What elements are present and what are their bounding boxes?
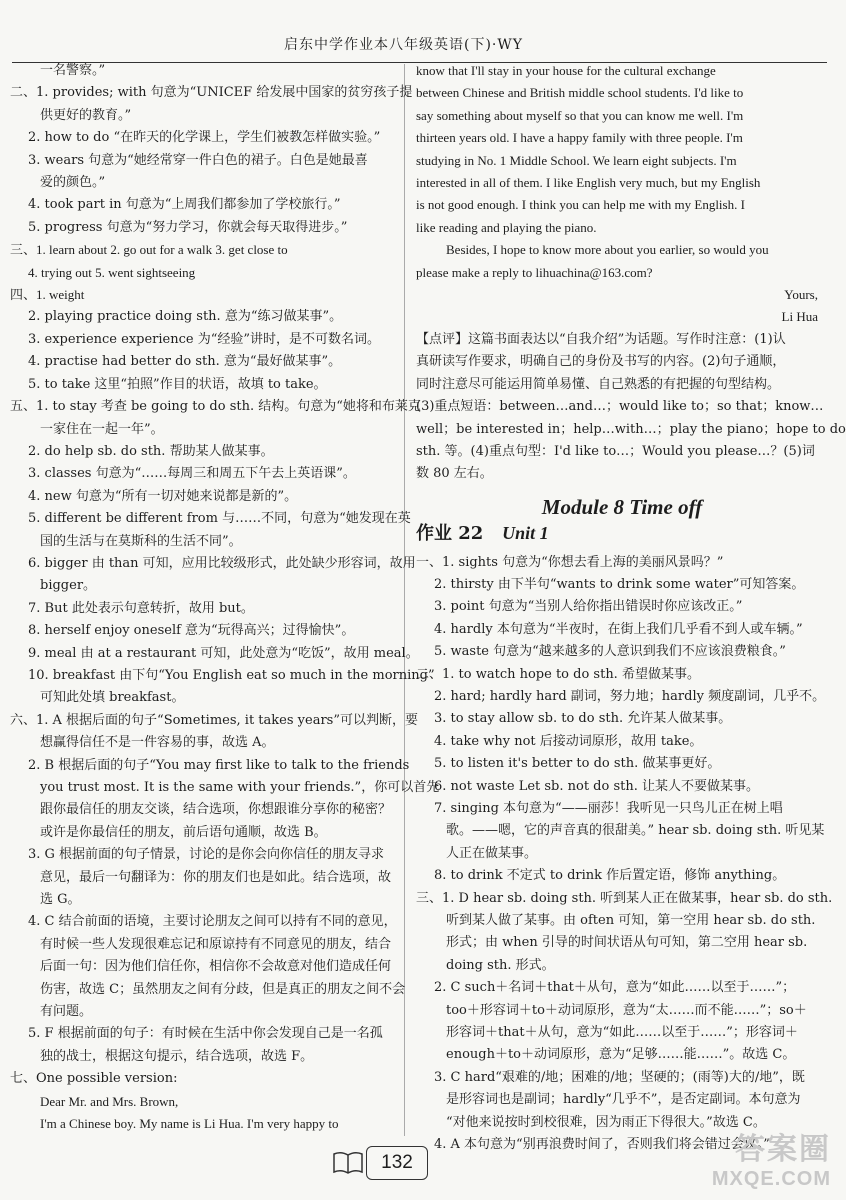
text-line: 可知此处填 breakfast。: [40, 690, 185, 706]
text-line: 二、1. provides; with 句意为“UNICEF 给发展中国家的贫穷孩子提: [10, 85, 413, 101]
answer-line: 4. take why not 后接动词原形，故用 take。: [434, 733, 703, 749]
answer-line: 4. A 本句意为“别再浪费时间了，否则我们将会错过会议。”: [434, 1137, 770, 1153]
answer-line: 听到某人做了某事。由 often 可知，第一空用 hear sb. do sth.: [446, 913, 816, 929]
text-line: 意见，最后一句翻译为：你的朋友们也是如此。结合选项，故: [40, 869, 392, 885]
text-line: 国的生活与在莫斯科的生活不同”。: [40, 533, 242, 549]
answer-line: 7. singing 本句意为“——丽莎！我听见一只鸟儿正在树上唱: [434, 801, 783, 816]
text-line: 5. to take 这里“拍照”作目的状语，故填 to take。: [28, 376, 327, 392]
essay-line: say something about myself so that you can know me well. I'm: [416, 107, 744, 123]
text-line: 2. how to do “在昨天的化学课上，学生们被教怎样做实验。”: [28, 130, 381, 146]
text-line: 5. progress 句意为“努力学习，你就会每天取得进步。”: [28, 219, 348, 235]
text-line: 3. classes 句意为“……每周三和周五下午去上英语课”。: [28, 466, 356, 482]
comment-line: 同时注意尽可能运用简单易懂、自己熟悉的有把握的句型结构。: [416, 376, 781, 392]
text-line: 四、1. weight: [10, 287, 85, 303]
answer-line: 2. thirsty 由下半句“wants to drink some water”可知答案。: [434, 576, 805, 592]
essay-line: please make a reply to lihuachina@163.com?: [416, 264, 653, 280]
text-line: 跟你最信任的朋友交谈，结合选项，你想跟谁分享你的秘密？: [40, 802, 392, 818]
unit-title: [416, 522, 828, 545]
text-line: 有时候一些人发现很难忘记和原谅持有不同意见的朋友，结合: [40, 936, 392, 952]
essay-line: Besides, I hope to know more about you earlier, so would you: [446, 242, 769, 258]
answer-line: too＋形容词＋to＋动词原形，意为“太……而不能……”；so＋: [446, 1002, 807, 1018]
left-column: [10, 60, 440, 1136]
text-line: 伤害，故选 C；虽然朋友之间有分歧，但是真正的朋友之间不会: [40, 981, 406, 997]
text-line: Dear Mr. and Mrs. Brown,: [40, 1093, 179, 1109]
answer-line: 3. to stay allow sb. to do sth. 允许某人做某事。: [434, 711, 732, 727]
text-line: 4. new 句意为“所有一切对她来说都是新的”。: [28, 488, 298, 504]
answer-line: 歌。——嗯，它的声音真的很甜美。” hear sb. doing sth. 听见某: [446, 823, 825, 839]
unit-prefix: 作业 22: [416, 523, 484, 545]
text-line: 3. G 根据前面的句子情景，讨论的是你会向你信任的朋友寻求: [28, 847, 385, 863]
comment-line: (3)重点短语：between…and…；would like to；so that；know…: [416, 399, 824, 415]
answer-line: 形容词＋that＋从句，意为“如此……以至于……”；形容词＋: [446, 1025, 798, 1041]
text-line: 五、1. to stay 考查 be going to do sth. 结构。句意为“她将和布莱克: [10, 399, 421, 415]
text-line: bigger。: [40, 578, 97, 594]
signoff-yours: Yours,: [784, 287, 818, 303]
answer-line: 人正在做某事。: [446, 845, 538, 861]
answer-line: 三、1. D hear sb. doing sth. 听到某人正在做某事，hear sb. do sth.: [416, 890, 833, 906]
answer-line: 5. to listen it's better to do sth. 做某事更好。: [434, 756, 721, 772]
essay-line: is not good enough. I think you can help me with my English. I: [416, 197, 745, 213]
text-line: 六、1. A 根据后面的句子“Sometimes, it takes years”可以判断，要: [10, 712, 418, 728]
text-line: 5. different be different from 与……不同，句意为“她发现在英: [28, 511, 411, 527]
essay-line: between Chinese and British middle school students. I'd like to: [416, 85, 744, 101]
text-line: 4. trying out 5. went sightseeing: [28, 264, 196, 280]
text-line: 8. herself enjoy oneself 意为“玩得高兴；过得愉快”。: [28, 623, 355, 639]
text-line: I'm a Chinese boy. My name is Li Hua. I'm very happy to: [40, 1116, 339, 1132]
page-header: [12, 22, 827, 63]
text-line: 3. experience experience 为“经验”讲时，是不可数名词。: [28, 331, 380, 347]
text-line: 9. meal 由 at a restaurant 可知，此处意为“吃饭”，故用 meal。: [28, 645, 419, 661]
text-line: 一家住在一起一年”。: [40, 421, 164, 437]
text-line: 5. F 根据前面的句子：有时候在生活中你会发现自己是一名孤: [28, 1026, 383, 1042]
text-line: 供更好的教育。”: [40, 107, 132, 123]
answer-line: 一、1. sights 句意为“你想去看上海的美丽风景吗？”: [416, 554, 724, 570]
right-column: [416, 60, 846, 1157]
unit-name: Unit 1: [502, 523, 549, 544]
answer-line: 4. hardly 本句意为“半夜时，在街上我们几乎看不到人或车辆。”: [434, 621, 803, 637]
text-line: 爱的颜色。”: [40, 175, 106, 191]
answer-line: enough＋to＋动词原形，意为“足够……能……”。故选 C。: [446, 1047, 796, 1063]
text-line: 2. do help sb. do sth. 帮助某人做某事。: [28, 443, 274, 459]
page-number: 132: [366, 1146, 428, 1180]
running-title: 启东中学作业本八年级英语(下)·WY: [283, 37, 523, 53]
answer-line: 二、1. to watch hope to do sth. 希望做某事。: [416, 666, 700, 682]
answer-line: 形式；由 when 引导的时间状语从句可知，第二空用 hear sb.: [446, 935, 808, 951]
answer-line: 3. point 句意为“当别人给你指出错误时你应该改正。”: [434, 599, 743, 615]
text-line: 2. B 根据后面的句子“You may first like to talk to the friends: [28, 757, 410, 773]
watermark-text-cn: 答案圈: [735, 1133, 831, 1166]
text-line: 有问题。: [40, 1004, 93, 1020]
essay-line: know that I'll stay in your house for the cultural exchange: [416, 63, 716, 78]
text-line: 4. C 结合前面的语境，主要讨论朋友之间可以持有不同的意见，: [28, 914, 397, 930]
watermark-text-en: MXQE.COM: [711, 1168, 831, 1190]
text-line: 七、One possible version:: [10, 1071, 178, 1087]
essay-line: thirteen years old. I have a happy family with three people. I'm: [416, 130, 743, 146]
text-line: 2. playing practice doing sth. 意为“练习做某事”。: [28, 309, 343, 325]
text-line: 独的战士，根据这句提示，结合选项，故选 F。: [40, 1048, 314, 1064]
essay-line: studying in No. 1 Middle School. We learn eight subjects. I'm: [416, 152, 737, 168]
book-icon: [332, 1150, 364, 1176]
answer-line: 是形容词也是副词；hardly“几乎不”，是否定副词。本句意为: [446, 1092, 801, 1108]
answer-line: 8. to drink 不定式 to drink 作后置定语，修饰 anything。: [434, 868, 786, 884]
answer-line: 6. not waste Let sb. not do sth. 让某人不要做某事。: [434, 778, 760, 794]
comment-line: 真研读写作要求，明确自己的身份及书写的内容。(2)句子通顺，: [416, 354, 786, 370]
signoff-name: Li Hua: [781, 309, 818, 325]
answer-line: 5. waste 句意为“越来越多的人意识到我们不应该浪费粮食。”: [434, 644, 786, 660]
module-title: Module 8 Time off: [541, 494, 703, 519]
text-line: 一名警察。”: [40, 63, 106, 78]
text-line: you trust most. It is the same with your friends.”，你可以首先: [40, 780, 440, 795]
essay-line: like reading and playing the piano.: [416, 219, 597, 235]
answer-line: 3. C hard“艰难的/地；困难的/地；坚硬的；(雨等)大的/地”，既: [434, 1069, 805, 1085]
text-line: 6. bigger 由 than 可知，应用比较级形式，此处缺少形容词，故用: [28, 555, 416, 571]
text-line: 4. practise had better do sth. 意为“最好做某事”。: [28, 354, 342, 370]
answer-line: “对他来说按时到校很难，因为雨正下得很大。”故选 C。: [446, 1114, 766, 1130]
text-line: 三、1. learn about 2. go out for a walk 3. get close to: [10, 242, 288, 258]
text-line: 7. But 此处表示句意转折，故用 but。: [28, 600, 254, 616]
text-line: 后面一句：因为他们信任你，相信你不会故意对他们造成任何: [40, 959, 392, 975]
comment-line: sth. 等。(4)重点句型：I'd like to…；Would you please…？(5)词: [416, 443, 815, 459]
site-watermark: [681, 1124, 831, 1194]
text-line: 4. took part in 句意为“上周我们都参加了学校旅行。”: [28, 197, 341, 213]
text-line: 10. breakfast 由下句“You English eat so much in the morning”: [28, 667, 435, 683]
column-divider: [404, 64, 405, 1136]
answer-line: doing sth. 形式。: [446, 957, 555, 973]
essay-line: interested in all of them. I like English very much, but my English: [416, 175, 761, 191]
comment-line: 数 80 左右。: [416, 466, 493, 482]
answer-line: 2. C such＋名词＋that＋从句，意为“如此……以至于……”；: [434, 980, 796, 996]
comment-line: well；be interested in；help…with…；play the piano；hope to do: [416, 421, 846, 437]
text-line: 想赢得信任不是一件容易的事，故选 A。: [40, 735, 275, 751]
text-line: 或许是你最信任的朋友，前后语句通顺，故选 B。: [40, 824, 327, 840]
text-line: 选 G。: [40, 892, 81, 908]
text-line: 3. wears 句意为“她经常穿一件白色的裙子。白色是她最喜: [28, 152, 368, 168]
answer-line: 2. hard; hardly hard 副词，努力地；hardly 频度副词，几乎不。: [434, 688, 826, 704]
comment-line: 【点评】这篇书面表达以“自我介绍”为话题。写作时注意：(1)认: [416, 331, 786, 347]
